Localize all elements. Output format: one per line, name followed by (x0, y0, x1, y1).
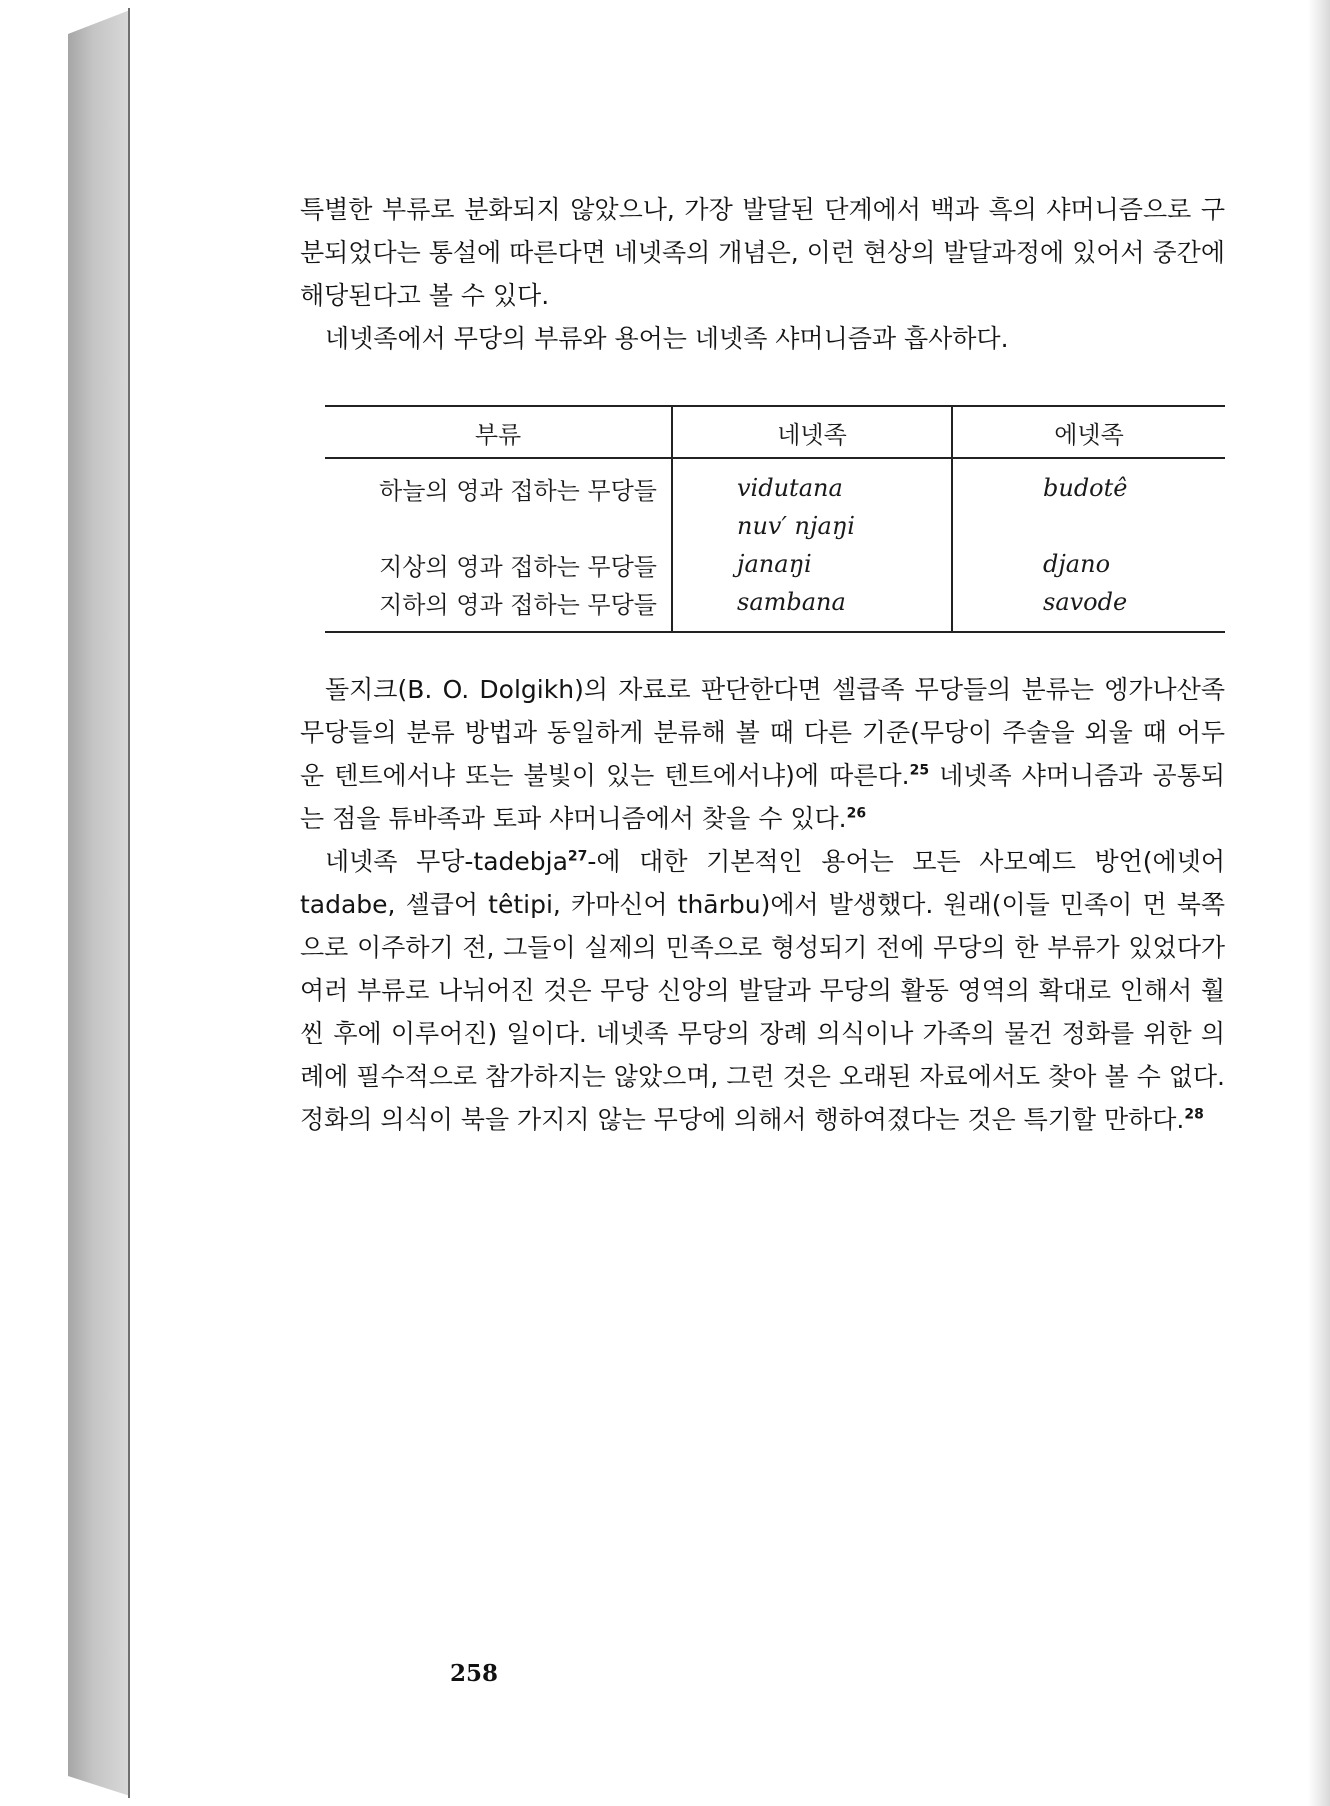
bottom-text-block (300, 668, 1225, 1141)
row-enets-term (952, 507, 1225, 545)
row-nenets-term: janaŋi (672, 545, 952, 583)
paragraph-text: 돌지크(B. O. Dolgikh)의 자료로 판단한다면 셀큽족 무당들의 분류는 엥가나산족 무당들의 분류 방법과 동일하게 분류해 볼 때 다른 기준(무당이 주술을 외울 때 어두운 텐트에서냐 또는 불빛이 있는 텐트에서냐)에 따른다. (300, 675, 1225, 790)
shaman-classification-table (325, 405, 1225, 633)
paragraph-text: 네넷족 무당-tadebja (325, 847, 568, 876)
top-text-block (300, 188, 1225, 360)
table-row (325, 545, 1225, 583)
header-nenets: 네넷족 (672, 406, 952, 458)
book-edge (0, 0, 140, 1806)
book-spine (68, 10, 130, 1796)
row-nenets-term: sambana (672, 583, 952, 632)
table-header-row (325, 406, 1225, 458)
row-category: 지상의 영과 접하는 무당들 (379, 552, 657, 581)
row-category (325, 507, 672, 545)
row-enets-term: budotê (952, 458, 1225, 507)
row-nenets-term: nuv′ njaŋi (672, 507, 952, 545)
header-category: 부류 (325, 406, 672, 458)
page-right-shadow (1308, 0, 1330, 1806)
paragraph-table-intro: 네넷족에서 무당의 부류와 용어는 네넷족 샤머니즘과 흡사하다. (325, 324, 1009, 353)
book-page (130, 0, 1308, 1806)
footnote-ref: 25 (909, 762, 930, 779)
footnote-ref: 26 (846, 805, 867, 822)
paragraph-dolgikh (300, 668, 1225, 840)
row-enets-term: savode (952, 583, 1225, 632)
paragraph-text: -에 대한 기본적인 용어는 모든 사모예드 방언(에넷어 tadabe, 셀큽어 têtipi, 카마신어 thārbu)에서 발생했다. 원래(이들 민족이 먼 북쪽으로 이주하기 전, 그들이 실제의 민족으로 형성되기 전에 무당의 한 부류가 있었다가 여러 부류로 나뉘어진 것은 무당 신앙의 발달과 무당의 활동 영역의 확대로 인해서 훨씬 후에 이루어진) 일이다. 네넷족 무당의 장례 의식이나 가족의 물건 정화를 위한 의례에 필수적으로 참가하지는 않았으며, 그런 것은 오래된 자료에서도 찾아 볼 수 없다. 정화의 의식이 북을 가지지 않는 무당에 의해서 행하여졌다는 것은 특기할 만하다. (300, 847, 1226, 1134)
paragraph-continuation: 특별한 부류로 분화되지 않았으나, 가장 발달된 단계에서 백과 흑의 샤머니즘으로 구분되었다는 통설에 따른다면 네넷족의 개념은, 이런 현상의 발달과정에 있어서 중간에 해당된다고 볼 수 있다. (300, 195, 1225, 310)
row-category: 지하의 영과 접하는 무당들 (325, 583, 672, 632)
paragraph-tadebja (300, 840, 1225, 1141)
footnote-ref: 27 (567, 848, 588, 865)
paragraph-text: 네넷족 샤머니즘과 공통되는 점을 튜바족과 토파 샤머니즘에서 찾을 수 있다. (300, 761, 1225, 833)
table-row (325, 507, 1225, 545)
row-enets-term: djano (952, 545, 1225, 583)
row-category: 하늘의 영과 접하는 무당들 (379, 476, 657, 505)
table-row (325, 458, 1225, 507)
row-nenets-term: vidutana (672, 458, 952, 507)
page-number: 258 (450, 1660, 499, 1687)
footnote-ref: 28 (1184, 1106, 1204, 1123)
table-row (325, 583, 1225, 632)
header-enets: 에넷족 (952, 406, 1225, 458)
